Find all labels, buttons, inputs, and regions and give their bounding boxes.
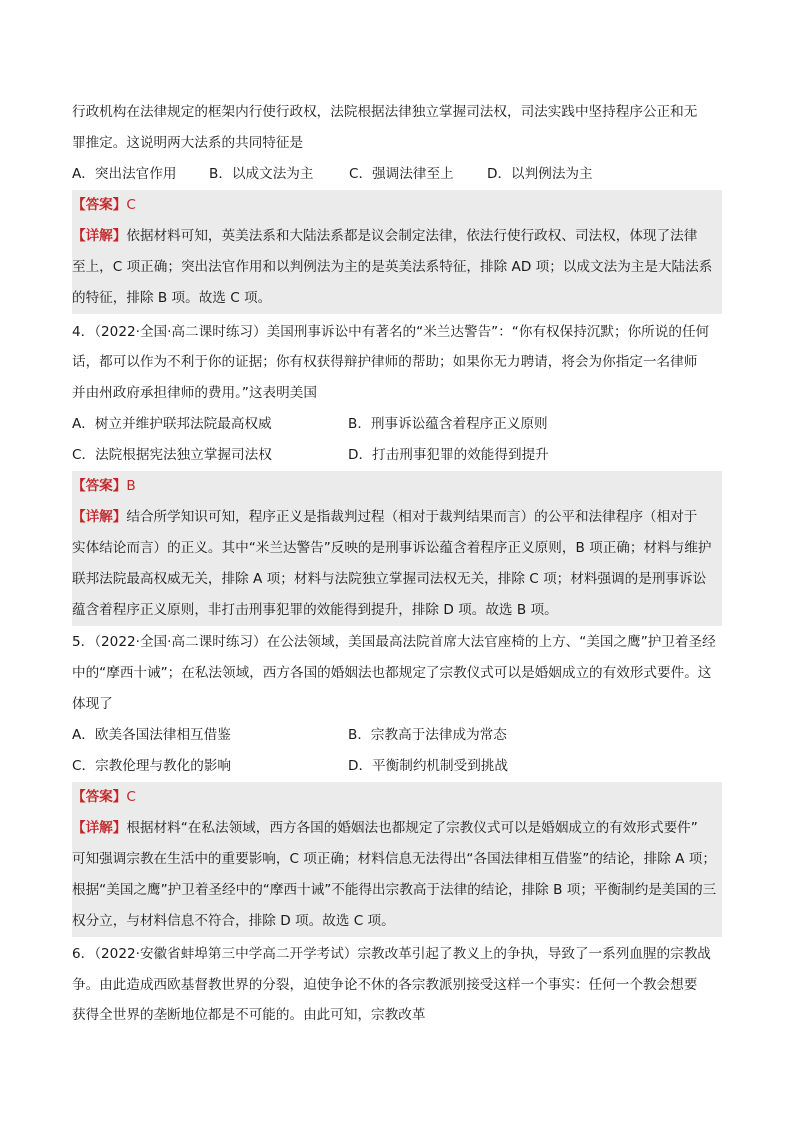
q4-stem-line: 4．（2022·全国·高二课时练习）美国刑事诉讼中有著名的“米兰达警告”：“你有权保持沉默；你所说的任何 [72, 324, 710, 340]
q5-detail-line: 可知强调宗教在生活中的重要影响，C 项正确；材料信息无法得出“各国法律相互借鉴”的结论，排除 A 项； [72, 844, 722, 875]
q3-options-row [72, 159, 722, 190]
answer-value: C [126, 197, 136, 213]
q6-stem-line: 6．（2022·安徽省蚌埠第三中学高二开学考试）宗教改革引起了教义上的争执，导致了一系列血腥的宗教战 [72, 946, 711, 962]
answer-label: 【答案】 [72, 789, 127, 805]
q5-detail-line: 根据“美国之鹰”护卫着圣经中的“摩西十诫”不能得出宗教高于法律的结论，排除 B 项；平衡制约是美国的三 [72, 875, 722, 906]
q4-options-row [72, 440, 722, 471]
q5-options-row [72, 720, 722, 751]
q5-stem-line: 5．（2022·全国·高二课时练习）在公法领域，美国最高法院首席大法官座椅的上方、“美国之鹰”护卫着圣经 [72, 634, 716, 650]
q3-option-d: D．以判例法为主 [487, 166, 593, 182]
q3-option-a: A．突出法官作用 [72, 166, 177, 182]
detail-text: 依据材料可知，英美法系和大陆法系都是议会制定法律，依法行使行政权、司法权，体现了法律 [126, 228, 698, 244]
answer-label: 【答案】 [72, 197, 127, 213]
q4-options-row [72, 409, 722, 440]
q4-detail-line [72, 502, 722, 533]
q3-stem-line: 罪推定。这说明两大法系的共同特征是 [72, 135, 304, 151]
q4-detail-line: 实体结论而言）的正义。其中“米兰达警告”反映的是刑事诉讼蕴含着程序正义原则，B 项正确；材料与维护 [72, 533, 722, 564]
q6-stem-line: 获得全世界的垄断地位都是不可能的。由此可知，宗教改革 [72, 1007, 426, 1023]
q5-detail-line: 权分立，与材料信息不符合，排除 D 项。故选 C 项。 [72, 906, 722, 937]
detail-label: 【详解】 [72, 820, 127, 836]
q5-answer [72, 782, 722, 813]
q5-option-b: B．宗教高于法律成为常态 [348, 727, 507, 743]
q4-stem-line: 并由州政府承担律师的费用。”这表明美国 [72, 385, 317, 401]
q5-stem-line: 中的“摩西十诫”；在私法领域，西方各国的婚姻法也都规定了宗教仪式可以是婚姻成立的有效形式要件。这 [72, 665, 712, 681]
detail-text: 结合所学知识可知，程序正义是指裁判过程（相对于裁判结果而言）的公平和法律程序（相对于 [126, 509, 698, 525]
q5-option-a: A．欧美各国法律相互借鉴 [72, 727, 231, 743]
q3-option-b: B．以成文法为主 [209, 166, 314, 182]
q4-detail-line: 蕴含着程序正义原则，非打击刑事犯罪的效能得到提升，排除 D 项。故选 B 项。 [72, 595, 722, 626]
q5-option-d: D．平衡制约机制受到挑战 [348, 758, 508, 774]
q4-option-a: A．树立并维护联邦法院最高权威 [72, 416, 272, 432]
q3-option-c: C．强调法律至上 [349, 166, 454, 182]
q5-detail-line [72, 813, 722, 844]
q4-option-d: D．打击刑事犯罪的效能得到提升 [348, 447, 549, 463]
q3-detail-line [72, 221, 722, 252]
q3-stem-line: 行政机构在法律规定的框架内行使行政权，法院根据法律独立掌握司法权，司法实践中坚持程序公正和无 [72, 104, 698, 120]
q3-detail-line: 的特征，排除 B 项。故选 C 项。 [72, 283, 722, 314]
detail-label: 【详解】 [72, 509, 127, 525]
q5-stem-line: 体现了 [72, 696, 113, 712]
q3-detail-line: 至上，C 项正确；突出法官作用和以判例法为主的是英美法系特征，排除 AD 项；以成文法为主是大陆法系 [72, 252, 722, 283]
detail-label: 【详解】 [72, 228, 127, 244]
answer-value: C [126, 789, 136, 805]
q3-answer [72, 190, 722, 221]
answer-value: B [126, 478, 136, 494]
q4-option-c: C．法院根据宪法独立掌握司法权 [72, 447, 272, 463]
answer-label: 【答案】 [72, 478, 127, 494]
q5-option-c: C．宗教伦理与教化的影响 [72, 758, 232, 774]
detail-text: 根据材料“在私法领域，西方各国的婚姻法也都规定了宗教仪式可以是婚姻成立的有效形式要件” [126, 820, 698, 836]
q5-options-row [72, 751, 722, 782]
q4-detail-line: 联邦法院最高权威无关，排除 A 项；材料与法院独立掌握司法权无关，排除 C 项；材料强调的是刑事诉讼 [72, 564, 722, 595]
q4-stem-line: 话，都可以作为不利于你的证据；你有权获得辩护律师的帮助；如果你无力聘请，将会为你指定一名律师 [72, 354, 698, 370]
q4-option-b: B．刑事诉讼蕴含着程序正义原则 [348, 416, 548, 432]
q4-answer [72, 471, 722, 502]
q6-stem-line: 争。由此造成西欧基督教世界的分裂，迫使争论不休的各宗教派别接受这样一个事实：任何一个教会想要 [72, 977, 698, 993]
